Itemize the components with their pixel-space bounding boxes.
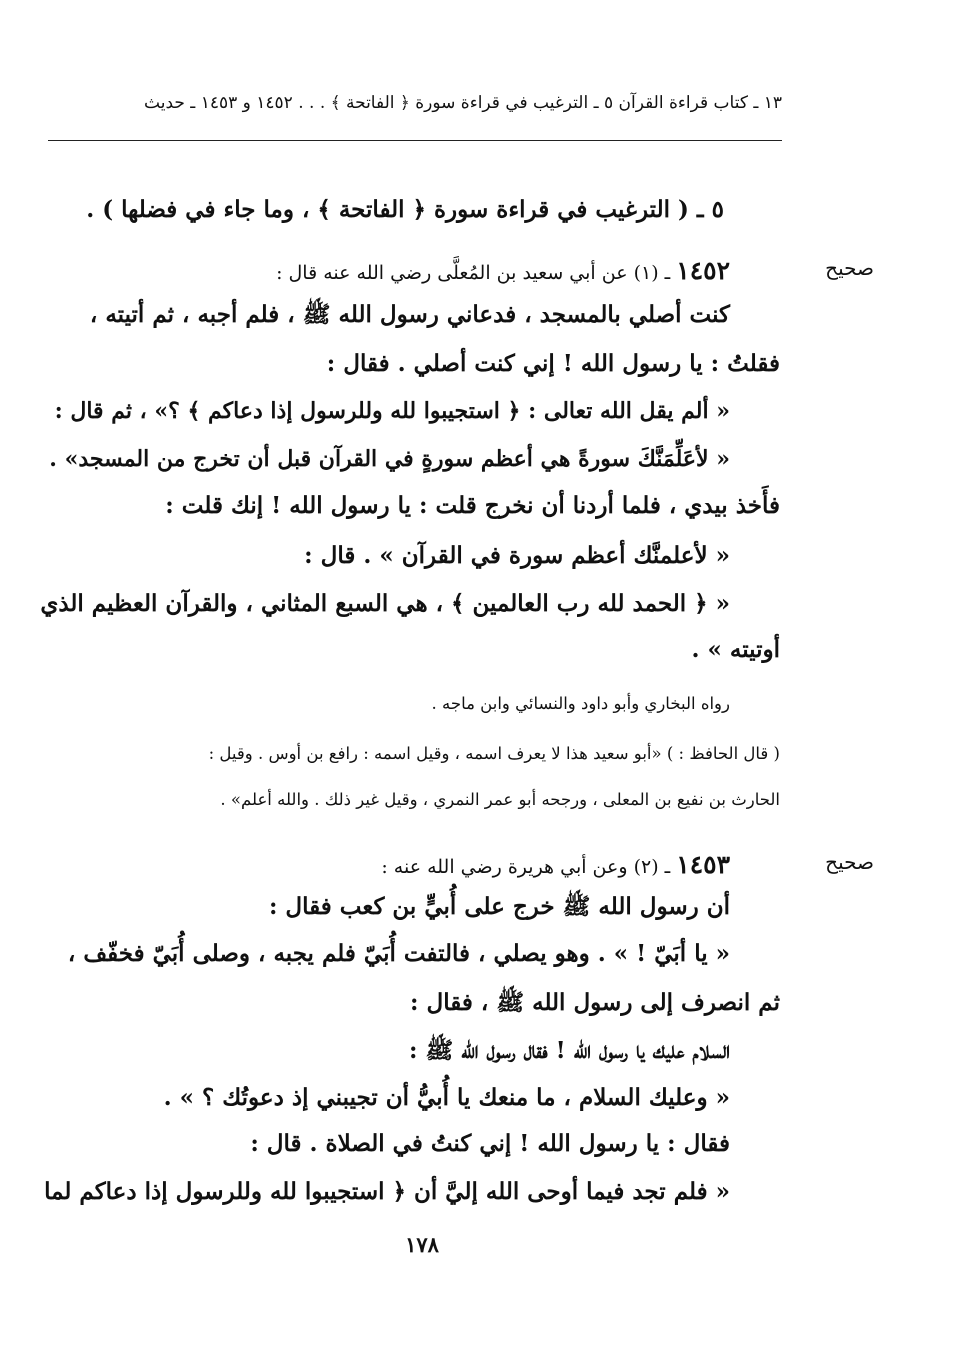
hadith-text-line: فأَخذ بيدي ، فلما أردنا أن نخرج قلت : يا رسول الله ! إنك قلت :: [165, 492, 780, 519]
hadith-number: ١٤٥٢: [676, 256, 730, 285]
hadith-text-line: « لأعَلِّمَنَّكَ سورةً هي أعظم سورةٍ في القرآن قبل أن تخرج من المسجد» .: [49, 446, 730, 472]
hadith-text-line: « وعليك السلام ، ما منعك يا أُبيُّ أن تجيبني إذ دعوتُك ؟ » .: [163, 1084, 730, 1111]
section-title: ٥ ـ ( الترغيب في قراءة سورة ﴿ الفاتحة ﴾ ، وما جاء في فضلها ) .: [86, 196, 724, 223]
hadith-narrator: ـ (١) عن أبي سعيد بن المُعلَّى رضي الله عنه قال :: [276, 262, 677, 284]
hadith-text-line: فقال : يا رسول الله ! إني كنتُ في الصلاة . قال :: [250, 1130, 730, 1157]
hadith-grade: صحيح: [825, 256, 874, 280]
hadith-text-line: السلام عليك يا رسول الله ! فقال رسول الله ﷺ :: [408, 1037, 730, 1064]
hadith-text-line: أوتيته » .: [691, 636, 780, 663]
hadith-source: رواه البخاري وأبو داود والنسائي وابن ماجه .: [431, 694, 730, 713]
running-header: ١٣ ـ كتاب قراءة القرآن ٥ ـ الترغيب في قراءة سورة ﴿ الفاتحة ﴾ . . . ١٤٥٢ و ١٤٥٣ ـ حديث: [144, 93, 782, 113]
header-divider: [48, 140, 782, 141]
hadith-text-line: أن رسول الله ﷺ خرج على أُبيٍّ بن كعب فقال :: [268, 893, 730, 920]
hadith-text-line: ثم انصرف إلى رسول الله ﷺ ، فقال :: [410, 989, 780, 1016]
hadith-narrator: ـ (٢) وعن أبي هريرة رضي الله عنه :: [381, 856, 677, 878]
hadith-number: ١٤٥٣: [676, 850, 730, 879]
page-number: ١٧٨: [405, 1232, 439, 1257]
hafiz-note-line: الحارث بن نفيع بن المعلى ، ورجحه أبو عمر النمري ، وقيل غير ذلك . والله أعلم» .: [220, 790, 780, 809]
hadith-intro: [276, 256, 730, 285]
hadith-text-line: فقلتُ : يا رسول الله ! إني كنت أصلي . فقال :: [326, 350, 780, 377]
hadith-grade: صحيح: [825, 850, 874, 874]
hafiz-note-line: ( قال الحافظ : ) «أبو سعيد هذا لا يعرف اسمه ، وقيل اسمه : رافع بن أوس . وقيل :: [208, 744, 780, 763]
hadith-text-line: « لأعلمنَّك أعظم سورة في القرآن » . قال :: [304, 542, 730, 569]
hadith-text-line: « فلم تجد فيما أوحى الله إليَّ أن ﴿ استجيبوا لله وللرسول إذا دعاكم لما: [44, 1178, 730, 1205]
hadith-intro: [381, 850, 730, 879]
hadith-text-line: « ألم يقل الله تعالى : ﴿ استجيبوا لله وللرسول إذا دعاكم ﴾ ؟» ، ثم قال :: [54, 398, 730, 424]
hadith-text-line: كنت أصلي بالمسجد ، فدعاني رسول الله ﷺ ، فلم أجبه ، ثم أتيته ،: [89, 301, 730, 328]
hadith-text-line: « يا أبَيّ ! » . وهو يصلي ، فالتفت أُبَيّ فلم يجبه ، وصلى أُبَيّ فخفّف ،: [67, 940, 730, 967]
hadith-text-line: « ﴿ الحمد لله رب العالمين ﴾ ، هي السبع المثاني ، والقرآن العظيم الذي: [40, 590, 730, 617]
